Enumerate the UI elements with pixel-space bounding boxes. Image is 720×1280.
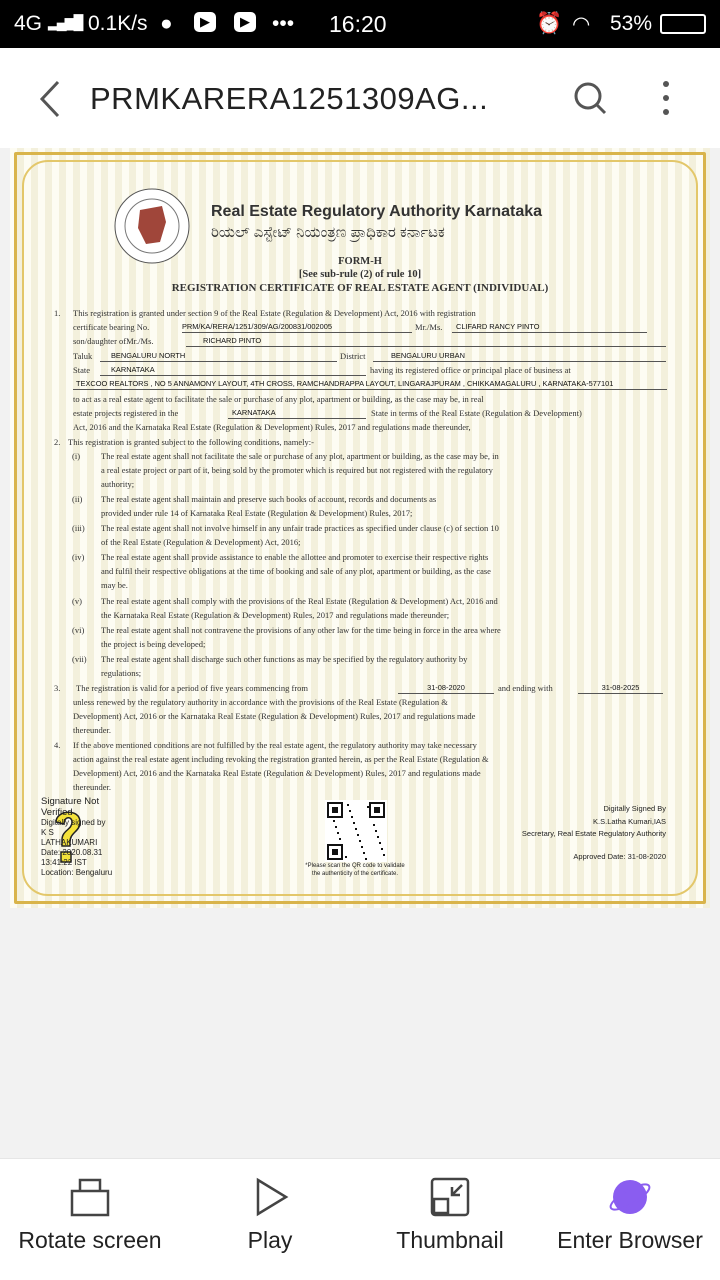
network-type: 4G bbox=[14, 12, 43, 35]
form-label: FORM-H bbox=[338, 256, 382, 267]
signature-info: Digitally signed by bbox=[41, 818, 106, 827]
condition-text: a real estate project or part of it, being sold by the promoter which is required but not registered with the regulatory bbox=[101, 465, 493, 475]
condition-text: The real estate agent shall maintain and preserve such books of account, records and documents as bbox=[101, 494, 437, 504]
qr-module bbox=[374, 807, 380, 813]
network-speed: 0.1K/s bbox=[88, 12, 148, 35]
rule-label: [See sub-rule (2) of rule 10] bbox=[298, 269, 422, 280]
para-text: son/daughter ofMr./Ms. bbox=[73, 336, 154, 346]
signature-info: K S bbox=[41, 828, 54, 837]
qr-module bbox=[333, 820, 335, 822]
youtube-icon: ▶ bbox=[194, 12, 216, 32]
condition-text: authority; bbox=[101, 479, 135, 489]
condition-text: The real estate agent shall not contravene the provisions of any other law for the time being in force in the area where bbox=[101, 625, 501, 635]
qr-module bbox=[347, 804, 349, 806]
condition-text: The real estate agent shall discharge such other functions as may be specified by the regulatory authority by bbox=[101, 654, 468, 664]
para-text: The registration is valid for a period of five years commencing from bbox=[76, 683, 309, 693]
qr-module bbox=[345, 856, 347, 858]
condition-number: (vi) bbox=[72, 625, 85, 635]
project-state: KARNATAKA bbox=[228, 408, 366, 419]
agent-name: CLIFARD RANCY PINTO bbox=[452, 322, 647, 333]
condition-text: The real estate agent shall comply with the provisions of the Real Estate (Regulation & Development) Act, 2016 and bbox=[101, 596, 498, 606]
rotate-screen-button[interactable] bbox=[10, 1177, 170, 1254]
condition-text: The real estate agent shall not involve himself in any unfair trade practices as specified under clause (c) of section 10 bbox=[101, 523, 499, 533]
signature-info: Date: 2020.08.31 bbox=[41, 848, 103, 857]
rotate-label: Rotate screen bbox=[18, 1227, 162, 1253]
rera-seal-logo bbox=[102, 186, 202, 266]
para-text: action against the real estate agent including revoking the registration granted herein, as per the Real Estate (Regulation & bbox=[73, 754, 489, 764]
business-address: TEXCOO REALTORS , NO 5 ANNAMONY LAYOUT, 4TH CROSS, RAMCHANDRAPPA LAYOUT, LINGARAJPURAM , CHIKKAMAGALURU , KARNATAKA-577101 bbox=[73, 379, 667, 390]
condition-number: (v) bbox=[72, 596, 82, 606]
para-number: 2. bbox=[54, 437, 61, 447]
para-number: 1. bbox=[54, 308, 61, 318]
thumbnail-label: Thumbnail bbox=[396, 1227, 504, 1253]
condition-number: (vii) bbox=[72, 654, 87, 664]
valid-from: 31-08-2020 bbox=[398, 683, 494, 694]
signature-info: Location: Bengaluru bbox=[41, 868, 113, 877]
para-text: estate projects registered in the bbox=[73, 408, 179, 418]
qr-module bbox=[339, 838, 341, 840]
para-text: unless renewed by the regulatory authority in accordance with the provisions of the Real Estate (Regulation & bbox=[73, 697, 448, 707]
qr-module bbox=[349, 810, 351, 812]
para-text: Development) Act, 2016 or the Karnataka Real Estate (Regulation & Development) Rules, 2017 and regulations made bbox=[73, 711, 476, 721]
qr-module bbox=[373, 824, 375, 826]
district: BENGALURU URBAN bbox=[373, 351, 666, 362]
bottom-toolbar bbox=[0, 1158, 720, 1280]
condition-number: (ii) bbox=[72, 494, 83, 504]
signature-block[interactable] bbox=[41, 796, 112, 878]
status-bar bbox=[0, 0, 720, 48]
signature-info: LATHAKUMARI bbox=[41, 838, 98, 847]
condition-text: the Karnataka Real Estate (Regulation & Development) Rules, 2017 and regulations made thereunder; bbox=[101, 610, 450, 620]
qr-module bbox=[351, 816, 353, 818]
para-text: If the above mentioned conditions are not fulfilled by the real estate agent, the regulatory authority may take necessary bbox=[73, 740, 477, 750]
para-text: Act, 2016 and the Karnataka Real Estate (Regulation & Development) Rules, 2017 and regulations made thereunder, bbox=[73, 422, 471, 432]
qr-module bbox=[383, 854, 385, 856]
qr-module bbox=[332, 849, 338, 855]
para-text: Mr./Ms. bbox=[415, 322, 443, 332]
qr-module bbox=[363, 852, 365, 854]
condition-text: regulations; bbox=[101, 668, 142, 678]
thumbnail-button[interactable] bbox=[385, 1177, 515, 1254]
para-text: This registration is granted under section 9 of the Real Estate (Regulation & Development) Act, 2016 with registration bbox=[73, 308, 476, 318]
back-icon[interactable] bbox=[38, 80, 62, 118]
condition-text: may be. bbox=[101, 580, 128, 590]
play-button[interactable] bbox=[220, 1177, 320, 1254]
condition-number: (iv) bbox=[72, 552, 85, 562]
play-label: Play bbox=[247, 1227, 293, 1253]
para-text: and ending with bbox=[498, 683, 553, 693]
signature-status: Signature Not bbox=[41, 796, 100, 807]
play-icon bbox=[250, 1177, 290, 1217]
condition-text: The real estate agent shall provide assistance to enable the allottee and promoter to exercise their respective rights bbox=[101, 552, 489, 562]
qr-module bbox=[357, 834, 359, 836]
youtube-icon: ▶ bbox=[234, 12, 256, 32]
condition-number: (i) bbox=[72, 451, 81, 461]
para-text: State in terms of the Real Estate (Regulation & Development) bbox=[371, 408, 582, 418]
para-text: State bbox=[73, 365, 90, 375]
qr-module bbox=[332, 807, 338, 813]
para-text: thereunder. bbox=[73, 725, 111, 735]
thumbnail-icon bbox=[430, 1177, 470, 1217]
signer-title: Secretary, Real Estate Regulatory Authority bbox=[521, 829, 666, 838]
qr-module bbox=[381, 848, 383, 850]
para-text: having its registered office or principal place of business at bbox=[370, 365, 571, 375]
condition-text: the project is being developed; bbox=[101, 639, 206, 649]
qr-note: the authenticity of the certificate. bbox=[311, 871, 399, 877]
app-bar bbox=[0, 48, 720, 148]
qr-module bbox=[379, 842, 381, 844]
para-number: 4. bbox=[54, 740, 61, 750]
qr-module bbox=[361, 846, 363, 848]
registration-number: PRM/KA/RERA/1251/309/AG/200831/002005 bbox=[182, 322, 412, 333]
para-text: Development) Act, 2016 and the Karnataka Real Estate (Regulation & Development) Rules, 2017 and regulations made bbox=[73, 768, 481, 778]
clock: 16:20 bbox=[329, 11, 387, 37]
qr-module bbox=[335, 826, 337, 828]
battery-percent: 53% bbox=[610, 12, 653, 35]
taluk: BENGALURU NORTH bbox=[100, 351, 337, 362]
para-text: thereunder. bbox=[73, 782, 111, 792]
authority-name-kn: ರಿಯಲ್ ಎಸ್ಟೇಟ್ ನಿಯಂತ್ರಣ ಪ್ರಾಧಿಕಾರ ಕರ್ನಾಟಕ bbox=[211, 224, 445, 241]
qr-module bbox=[365, 858, 367, 860]
qr-module bbox=[353, 822, 355, 824]
signer-name: K.S.Latha Kumari,IAS bbox=[593, 817, 666, 826]
condition-text: of the Real Estate (Regulation & Development) Act, 2016; bbox=[101, 537, 301, 547]
approved-date: Approved Date: 31-08-2020 bbox=[573, 852, 666, 861]
search-icon[interactable] bbox=[572, 80, 608, 116]
parent-name: RICHARD PINTO bbox=[186, 336, 666, 347]
condition-text: provided under rule 14 of Karnataka Real Estate (Regulation & Development) Rules, 2017; bbox=[101, 508, 413, 518]
qr-module bbox=[367, 806, 369, 808]
certificate-page bbox=[10, 148, 710, 908]
para-number: 3. bbox=[54, 683, 61, 693]
signed-by: Digitally Signed By bbox=[603, 804, 666, 813]
condition-text: and fulfil their respective obligations at the time of booking and sale of any plot, apartment or building, as the case bbox=[101, 566, 491, 576]
authority-name-en: Real Estate Regulatory Authority Karnataka bbox=[211, 203, 543, 220]
condition-text: The real estate agent shall not facilitate the sale or purchase of any plot, apartment or building, as the case may be, in bbox=[101, 451, 499, 461]
battery-icon bbox=[660, 14, 706, 34]
message-icon: ● bbox=[160, 12, 173, 35]
para-text: Taluk bbox=[73, 351, 93, 361]
para-text: This registration is granted subject to the following conditions, namely:- bbox=[68, 437, 314, 447]
para-text: certificate bearing No. bbox=[73, 322, 150, 332]
signal-icon: ▂▄▆█ bbox=[48, 14, 82, 30]
wifi-icon: ◠ bbox=[572, 13, 591, 36]
para-text: District bbox=[340, 351, 366, 361]
qr-module bbox=[377, 836, 379, 838]
browser-label: Enter Browser bbox=[557, 1227, 703, 1253]
qr-note: *Please scan the QR code to validate bbox=[305, 863, 405, 869]
qr-module bbox=[355, 828, 357, 830]
signature-status: Verified bbox=[41, 807, 73, 818]
document-title: PRMKARERA1251309AG... bbox=[90, 81, 489, 116]
certificate-heading: REGISTRATION CERTIFICATE OF REAL ESTATE AGENT (INDIVIDUAL) bbox=[171, 282, 549, 294]
para-text: to act as a real estate agent to facilitate the sale or purchase of any plot, apartment or building, as the case may be, in real bbox=[73, 394, 484, 404]
alarm-icon: ⏰ bbox=[536, 12, 563, 35]
more-notifications: ••• bbox=[272, 12, 295, 35]
condition-number: (iii) bbox=[72, 523, 85, 533]
qr-module bbox=[337, 832, 339, 834]
state: KARNATAKA bbox=[100, 365, 366, 376]
qr-code bbox=[325, 800, 387, 862]
rotate-icon bbox=[70, 1177, 110, 1217]
more-options-icon[interactable] bbox=[660, 80, 672, 116]
enter-browser-button[interactable] bbox=[550, 1177, 710, 1254]
qr-module bbox=[359, 840, 361, 842]
browser-planet-icon bbox=[608, 1177, 652, 1217]
signature-info: 13:41:22 IST bbox=[41, 858, 87, 867]
qr-module bbox=[375, 830, 377, 832]
valid-until: 31-08-2025 bbox=[578, 683, 663, 694]
